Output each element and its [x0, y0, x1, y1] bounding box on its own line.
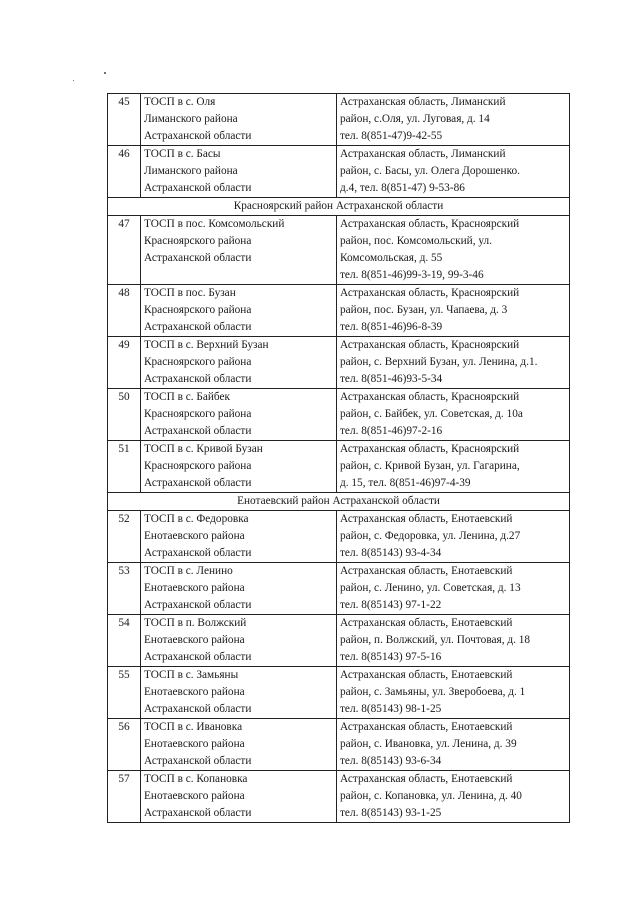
office-address-line: тел. 8(85143) 93-6-34: [340, 755, 442, 767]
office-address-line: район, с. Копановка, ул. Ленина, д. 40: [340, 790, 522, 802]
office-name-line: ТОСП в с. Кривой Бузан: [144, 443, 263, 455]
office-address-line: район, с. Байбек, ул. Советская, д. 10а: [340, 408, 523, 420]
row-number: 45: [108, 94, 141, 146]
office-address-cell: [337, 94, 570, 146]
office-name-line: Астраханской области: [144, 321, 252, 333]
section-heading: Енотаевский район Астраханской области: [108, 493, 570, 511]
row-number: 48: [108, 285, 141, 337]
office-name-line: ТОСП в с. Байбек: [144, 391, 231, 403]
office-name-line: ТОСП в с. Басы: [144, 148, 221, 160]
office-address-cell: [337, 563, 570, 615]
office-address-line: район, с. Замьяны, ул. Зверобоева, д. 1: [340, 686, 526, 698]
table-row: [108, 94, 570, 146]
row-number: 46: [108, 146, 141, 198]
table-row: [108, 389, 570, 441]
office-name-line: Енотаевского района: [144, 790, 245, 802]
office-name-line: Красноярского района: [144, 460, 252, 472]
office-address-line: тел. 8(851-46)96-8-39: [340, 321, 443, 333]
office-address-line: район, с.Оля, ул. Луговая, д. 14: [340, 113, 490, 125]
table-row: [108, 285, 570, 337]
office-name-line: ТОСП в с. Ивановка: [144, 721, 243, 733]
row-number: 49: [108, 337, 141, 389]
office-name-line: ТОСП в пос. Бузан: [144, 287, 236, 299]
office-name-cell: [141, 337, 337, 389]
office-address-line: тел. 8(851-46)93-5-34: [340, 373, 443, 385]
office-name-line: ТОСП в с. Ленино: [144, 565, 233, 577]
office-name-line: Красноярского района: [144, 408, 252, 420]
office-address-line: тел. 8(85143) 97-1-22: [340, 599, 442, 611]
office-name-line: Астраханской области: [144, 599, 252, 611]
table-row: [108, 337, 570, 389]
office-address-line: район, с. Басы, ул. Олега Дорошенко.: [340, 165, 520, 177]
office-address-line: д.4, тел. 8(851-47) 9-53-86: [340, 182, 465, 194]
office-address-cell: [337, 146, 570, 198]
office-address-cell: [337, 285, 570, 337]
office-address-line: район, п. Волжский, ул. Почтовая, д. 18: [340, 634, 531, 646]
office-address-cell: [337, 511, 570, 563]
table-row: [108, 667, 570, 719]
row-number: 50: [108, 389, 141, 441]
office-address-cell: [337, 771, 570, 823]
office-name-line: Енотаевского района: [144, 738, 245, 750]
office-address-line: Астраханская область, Красноярский: [340, 287, 520, 299]
office-name-line: Астраханской области: [144, 651, 252, 663]
office-address-line: тел. 8(85143) 93-1-25: [340, 807, 442, 819]
office-address-line: тел. 8(851-46)99-3-19, 99-3-46: [340, 269, 484, 281]
office-name-line: Астраханской области: [144, 547, 252, 559]
office-address-line: Астраханская область, Енотаевский: [340, 513, 513, 525]
office-name-line: ТОСП в с. Копановка: [144, 773, 248, 785]
office-address-line: район, пос. Бузан, ул. Чапаева, д. 3: [340, 304, 508, 316]
office-name-cell: [141, 615, 337, 667]
table-row: [108, 771, 570, 823]
office-address-cell: [337, 216, 570, 285]
office-name-cell: [141, 389, 337, 441]
office-name-cell: [141, 511, 337, 563]
table-row: [108, 719, 570, 771]
office-address-cell: [337, 441, 570, 493]
office-name-cell: [141, 563, 337, 615]
office-name-line: Астраханской области: [144, 252, 252, 264]
office-name-line: Красноярского района: [144, 235, 252, 247]
office-name-line: Енотаевского района: [144, 530, 245, 542]
office-address-line: Астраханская область, Красноярский: [340, 218, 520, 230]
office-address-cell: [337, 667, 570, 719]
registry-body: [108, 94, 570, 823]
office-address-line: тел. 8(85143) 97-5-16: [340, 651, 442, 663]
office-name-cell: [141, 94, 337, 146]
section-heading-row: [108, 493, 570, 511]
office-name-line: Астраханской области: [144, 755, 252, 767]
office-address-line: район, с. Федоровка, ул. Ленина, д.27: [340, 530, 521, 542]
office-name-line: ТОСП в с. Федоровка: [144, 513, 249, 525]
scan-speck: [104, 72, 106, 74]
office-address-line: Астраханская область, Красноярский: [340, 339, 520, 351]
office-name-line: Красноярского района: [144, 356, 252, 368]
office-address-cell: [337, 389, 570, 441]
office-address-line: район, с. Ленино, ул. Советская, д. 13: [340, 582, 521, 594]
table-row: [108, 216, 570, 285]
row-number: 52: [108, 511, 141, 563]
office-name-line: ТОСП в пос. Комсомольский: [144, 218, 285, 230]
table-row: [108, 146, 570, 198]
tosp-registry-table: [107, 93, 570, 823]
row-number: 56: [108, 719, 141, 771]
office-address-line: район, с. Ивановка, ул. Ленина, д. 39: [340, 738, 517, 750]
row-number: 47: [108, 216, 141, 285]
office-address-line: Астраханская область, Енотаевский: [340, 721, 513, 733]
office-name-cell: [141, 216, 337, 285]
office-name-line: ТОСП в с. Замьяны: [144, 669, 239, 681]
office-address-line: д. 15, тел. 8(851-46)97-4-39: [340, 477, 471, 489]
office-address-line: тел. 8(85143) 93-4-34: [340, 547, 442, 559]
office-name-cell: [141, 285, 337, 337]
office-address-cell: [337, 719, 570, 771]
scan-speck: [73, 80, 74, 81]
office-name-line: Астраханской области: [144, 425, 252, 437]
office-name-cell: [141, 667, 337, 719]
office-address-line: Астраханская область, Енотаевский: [340, 773, 513, 785]
office-name-line: Астраханской области: [144, 130, 252, 142]
office-name-line: ТОСП в с. Оля: [144, 96, 216, 108]
office-address-line: тел. 8(851-46)97-2-16: [340, 425, 443, 437]
office-name-line: ТОСП в с. Верхний Бузан: [144, 339, 269, 351]
office-address-line: район, с. Кривой Бузан, ул. Гагарина,: [340, 460, 520, 472]
office-name-line: Астраханской области: [144, 477, 252, 489]
row-number: 51: [108, 441, 141, 493]
office-address-line: Астраханская область, Лиманский: [340, 148, 506, 160]
office-address-line: Астраханская область, Енотаевский: [340, 565, 513, 577]
office-address-cell: [337, 615, 570, 667]
office-name-line: Енотаевского района: [144, 634, 245, 646]
office-name-cell: [141, 441, 337, 493]
office-address-line: Астраханская область, Енотаевский: [340, 669, 513, 681]
table-row: [108, 441, 570, 493]
office-address-line: тел. 8(851-47)9-42-55: [340, 130, 443, 142]
office-name-line: Енотаевского района: [144, 582, 245, 594]
office-address-cell: [337, 337, 570, 389]
office-address-line: район, с. Верхний Бузан, ул. Ленина, д.1.: [340, 356, 538, 368]
row-number: 57: [108, 771, 141, 823]
office-address-line: Астраханская область, Красноярский: [340, 443, 520, 455]
table-row: [108, 563, 570, 615]
office-address-line: Астраханская область, Енотаевский: [340, 617, 513, 629]
office-name-cell: [141, 771, 337, 823]
office-address-line: тел. 8(85143) 98-1-25: [340, 703, 442, 715]
row-number: 53: [108, 563, 141, 615]
office-address-line: Комсомольская, д. 55: [340, 252, 443, 264]
section-heading-row: [108, 198, 570, 216]
office-name-line: ТОСП в п. Волжский: [144, 617, 247, 629]
office-name-line: Астраханской области: [144, 373, 252, 385]
table-row: [108, 511, 570, 563]
office-address-line: Астраханская область, Красноярский: [340, 391, 520, 403]
office-name-line: Енотаевского района: [144, 686, 245, 698]
office-name-line: Астраханской области: [144, 182, 252, 194]
table-row: [108, 615, 570, 667]
row-number: 55: [108, 667, 141, 719]
office-name-cell: [141, 146, 337, 198]
office-name-line: Астраханской области: [144, 703, 252, 715]
row-number: 54: [108, 615, 141, 667]
office-name-line: Лиманского района: [144, 113, 238, 125]
office-name-line: Астраханской области: [144, 807, 252, 819]
office-name-line: Красноярского района: [144, 304, 252, 316]
office-name-line: Лиманского района: [144, 165, 238, 177]
office-address-line: Астраханская область, Лиманский: [340, 96, 506, 108]
section-heading: Красноярский район Астраханской области: [108, 198, 570, 216]
office-address-line: район, пос. Комсомольский, ул.: [340, 235, 492, 247]
office-name-cell: [141, 719, 337, 771]
